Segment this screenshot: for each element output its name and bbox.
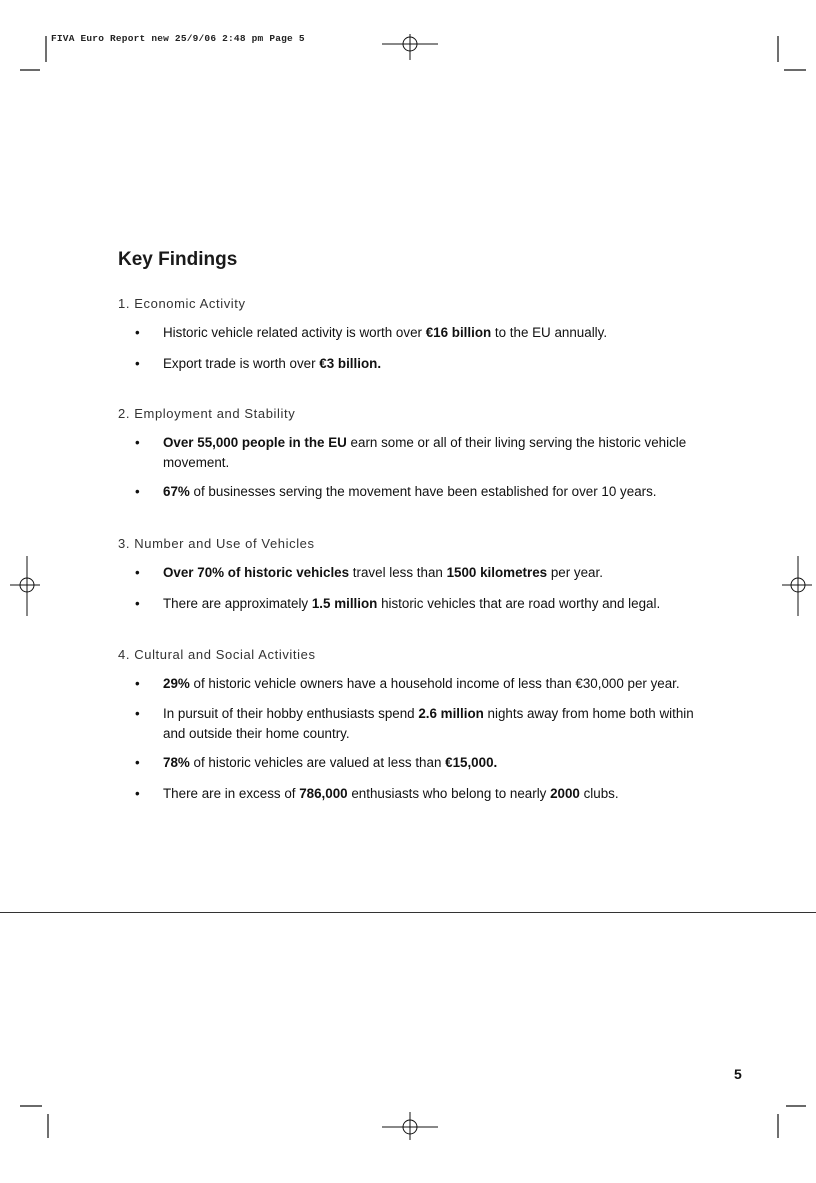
finding-emphasis: 2000 [550, 786, 580, 801]
section-heading: 4. Cultural and Social Activities [118, 647, 316, 662]
finding-run: of historic vehicle owners have a household income of less than €30,000 per year. [189, 676, 680, 691]
finding-emphasis: 1500 kilometres [446, 565, 548, 580]
finding-emphasis: Over 55,000 people in the EU [163, 435, 347, 450]
finding-text [163, 753, 695, 773]
finding-bullet [135, 323, 695, 343]
finding-run: There are approximately [163, 596, 312, 611]
registration-target-right [782, 556, 812, 616]
divider-rule [0, 912, 816, 913]
finding-run: per year. [547, 565, 603, 580]
finding-run: travel less than [349, 565, 447, 580]
registration-target-left [10, 556, 40, 616]
finding-run: to the EU annually. [491, 325, 608, 340]
section-heading: 3. Number and Use of Vehicles [118, 536, 315, 551]
finding-run: There are in excess of [163, 786, 300, 801]
finding-run: earn some or all of their living serving the historic vehicle movement. [163, 435, 687, 470]
finding-bullet [135, 674, 695, 694]
finding-emphasis: 78% [163, 755, 190, 770]
finding-run: historic vehicles that are road worthy and legal. [377, 596, 661, 611]
finding-emphasis: 67% [163, 484, 190, 499]
page-title: Key Findings [118, 249, 238, 270]
finding-run: In pursuit of their hobby enthusiasts spend [163, 706, 419, 721]
bullet-dot-icon: • [135, 325, 140, 340]
bullet-dot-icon: • [135, 484, 140, 499]
section-heading: 2. Employment and Stability [118, 406, 296, 421]
finding-text [163, 482, 695, 502]
registration-target-bottom [382, 1112, 438, 1140]
finding-run: Historic vehicle related activity is worth over [163, 325, 426, 340]
finding-bullet [135, 753, 695, 773]
bullet-dot-icon: • [135, 565, 140, 580]
finding-emphasis: €15,000. [445, 755, 498, 770]
bullet-dot-icon: • [135, 676, 140, 691]
finding-emphasis: Over 70% of historic vehicles [163, 565, 350, 580]
print-slug: FIVA Euro Report new 25/9/06 2:48 pm Page 5 [51, 33, 305, 44]
bullet-dot-icon: • [135, 596, 140, 611]
finding-bullet [135, 433, 695, 473]
finding-bullet [135, 704, 695, 744]
finding-bullet [135, 594, 695, 614]
finding-run: enthusiasts who belong to nearly [347, 786, 551, 801]
bullet-dot-icon: • [135, 356, 140, 371]
finding-emphasis: 2.6 million [418, 706, 484, 721]
finding-text [163, 323, 695, 343]
finding-emphasis: 786,000 [299, 786, 348, 801]
bullet-dot-icon: • [135, 435, 140, 450]
finding-bullet [135, 482, 695, 502]
bullet-dot-icon: • [135, 786, 140, 801]
finding-run: nights away from home both within and outside their home country. [163, 706, 694, 741]
finding-emphasis: €3 billion. [319, 356, 382, 371]
finding-bullet [135, 354, 695, 374]
finding-bullet [135, 784, 695, 804]
bullet-dot-icon: • [135, 706, 140, 721]
finding-text [163, 784, 695, 804]
finding-text [163, 674, 695, 694]
finding-text [163, 354, 695, 374]
finding-emphasis: 1.5 million [311, 596, 378, 611]
finding-run: Export trade is worth over [163, 356, 320, 371]
finding-bullet [135, 563, 695, 583]
section-heading: 1. Economic Activity [118, 296, 246, 311]
finding-run: of businesses serving the movement have been established for over 10 years. [189, 484, 657, 499]
finding-run: of historic vehicles are valued at less than [189, 755, 446, 770]
finding-text [163, 433, 695, 473]
registration-target-top [382, 34, 438, 60]
finding-emphasis: 29% [163, 676, 190, 691]
finding-emphasis: €16 billion [425, 325, 492, 340]
finding-text [163, 563, 695, 583]
page-number: 5 [734, 1066, 742, 1082]
bullet-dot-icon: • [135, 755, 140, 770]
finding-text [163, 594, 695, 614]
finding-text [163, 704, 695, 744]
finding-run: clubs. [579, 786, 619, 801]
